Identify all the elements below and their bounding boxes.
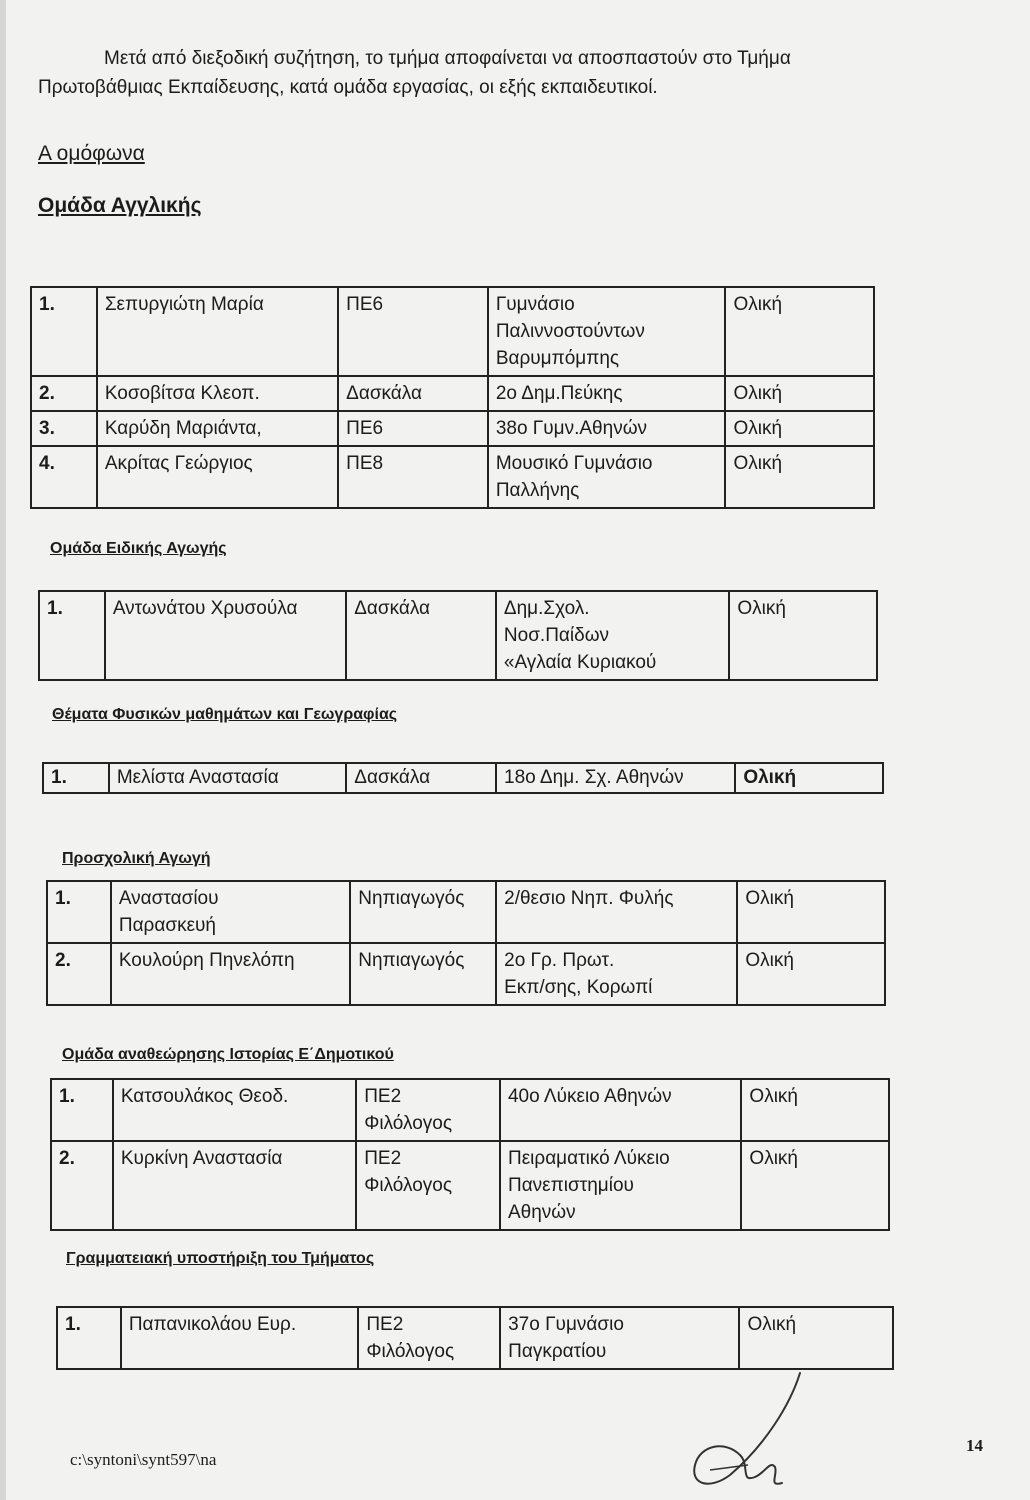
- special-ed-table: [38, 590, 878, 681]
- school-cell: [488, 446, 726, 508]
- school-cell: [500, 1141, 741, 1230]
- secretariat-heading: Γραμματειακή υποστήριξη του Τμήματος: [66, 1250, 375, 1267]
- teacher-specialty: [356, 1141, 500, 1230]
- secondment-status: Ολική: [737, 881, 885, 943]
- school-line: «Αγλαία Κυριακού: [503, 652, 657, 673]
- specialty-line: ΠΕ2: [364, 1086, 402, 1107]
- table-row: [31, 287, 874, 376]
- history-heading: Ομάδα αναθεώρησης Ιστορίας Ε΄Δημοτικού: [62, 1046, 394, 1063]
- school-line: Βαρυμπόμπης: [495, 348, 620, 369]
- teacher-name: [111, 881, 350, 943]
- school-line: 37ο Γυμνάσιο: [508, 1314, 624, 1335]
- teacher-name: Καρύδη Μαριάντα,: [97, 411, 338, 446]
- table-row: [43, 763, 883, 793]
- school-cell: [496, 591, 729, 680]
- handwritten-signature: [670, 1365, 820, 1495]
- scan-edge: [0, 0, 6, 1500]
- special-ed-heading: Ομάδα Ειδικής Αγωγής: [50, 540, 227, 557]
- school-line: Εκπ/σης, Κορωπί: [504, 977, 653, 998]
- specialty-line: Φιλόλογος: [366, 1341, 455, 1362]
- row-number: 1.: [47, 881, 111, 943]
- school-line: Νοσ.Παίδων: [503, 625, 610, 646]
- table-row: [31, 376, 874, 411]
- specialty-line: ΠΕ2: [366, 1314, 404, 1335]
- teacher-name: Παπανικολάου Ευρ.: [121, 1307, 358, 1369]
- science-heading: Θέματα Φυσικών μαθημάτων και Γεωγραφίας: [52, 706, 398, 723]
- secondment-status: Ολική: [739, 1307, 893, 1369]
- specialty-line: Φιλόλογος: [364, 1113, 452, 1134]
- teacher-name: Κουλούρη Πηνελόπη: [111, 943, 350, 1005]
- teacher-name: Σεπυργιώτη Μαρία: [97, 287, 338, 376]
- table-row: [31, 446, 874, 508]
- school-line: Μουσικό Γυμνάσιο: [495, 453, 653, 474]
- school-cell: 18ο Δημ. Σχ. Αθηνών: [496, 763, 735, 793]
- school-cell: [496, 943, 737, 1005]
- school-cell: [500, 1307, 739, 1369]
- teacher-specialty: Νηπιαγωγός: [350, 943, 496, 1005]
- teacher-name: Κατσουλάκος Θεοδ.: [113, 1079, 356, 1141]
- secondment-status: Ολική: [725, 446, 874, 508]
- table-row: [57, 1307, 893, 1369]
- page-number: 14: [966, 1436, 983, 1455]
- footer-file-path: c:\syntoni\synt597\na: [70, 1450, 217, 1469]
- teacher-specialty: Δασκάλα: [346, 591, 496, 680]
- school-line: Παγκρατίου: [508, 1341, 607, 1362]
- row-number: 2.: [47, 943, 111, 1005]
- school-cell: 2/θεσιο Νηπ. Φυλής: [496, 881, 737, 943]
- school-cell: 38ο Γυμν.Αθηνών: [488, 411, 726, 446]
- teacher-name: Κοσοβίτσα Κλεοπ.: [97, 376, 338, 411]
- teacher-name: Ακρίτας Γεώργιος: [97, 446, 338, 508]
- teacher-specialty: [358, 1307, 500, 1369]
- science-table: [42, 762, 884, 794]
- row-number: 1.: [31, 287, 97, 376]
- name-line: Αναστασίου: [118, 888, 219, 909]
- row-number: 1.: [51, 1079, 113, 1141]
- teacher-specialty: ΠΕ6: [338, 287, 488, 376]
- section-a-heading: Α ομόφωνα: [38, 142, 145, 165]
- preschool-heading: Προσχολική Αγωγή: [62, 850, 211, 867]
- school-cell: [488, 287, 726, 376]
- table-row: [47, 881, 885, 943]
- secondment-status: Ολική: [729, 591, 877, 680]
- teacher-specialty: Δασκάλα: [338, 376, 488, 411]
- school-line: Παλιννοστούντων: [495, 321, 645, 342]
- table-row: [47, 943, 885, 1005]
- secondment-status: Ολική: [735, 763, 883, 793]
- teacher-specialty: [356, 1079, 500, 1141]
- secondment-status: Ολική: [741, 1079, 889, 1141]
- table-row: [31, 411, 874, 446]
- specialty-line: ΠΕ2: [364, 1148, 402, 1169]
- english-table: [30, 286, 875, 509]
- school-line: Γυμνάσιο: [495, 294, 575, 315]
- teacher-name: Μελίστα Αναστασία: [109, 763, 346, 793]
- specialty-line: Φιλόλογος: [364, 1175, 452, 1196]
- row-number: 1.: [57, 1307, 121, 1369]
- teacher-name: Αντωνάτου Χρυσούλα: [105, 591, 346, 680]
- table-row: [39, 591, 877, 680]
- school-line: Πανεπιστημίου: [507, 1175, 634, 1196]
- secondment-status: Ολική: [741, 1141, 889, 1230]
- table-row: [51, 1141, 889, 1230]
- teacher-specialty: ΠΕ6: [338, 411, 488, 446]
- school-line: Πειραματικό Λύκειο: [507, 1148, 670, 1169]
- row-number: 2.: [31, 376, 97, 411]
- history-table: [50, 1078, 890, 1231]
- secretariat-table: [56, 1306, 894, 1370]
- row-number: 1.: [43, 763, 109, 793]
- school-cell: 2ο Δημ.Πεύκης: [488, 376, 726, 411]
- school-line: Δημ.Σχολ.: [503, 598, 590, 619]
- intro-line-2: Πρωτοβάθμιας Εκπαίδευσης, κατά ομάδα εργασίας, οι εξής εκπαιδευτικοί.: [38, 77, 658, 98]
- table-row: [51, 1079, 889, 1141]
- name-line: Παρασκευή: [118, 915, 216, 936]
- school-cell: 40ο Λύκειο Αθηνών: [500, 1079, 741, 1141]
- school-line: 2ο Γρ. Πρωτ.: [504, 950, 615, 971]
- teacher-specialty: Νηπιαγωγός: [350, 881, 496, 943]
- intro-line-1: Μετά από διεξοδική συζήτηση, το τμήμα αποφαίνεται να αποσπαστούν στο Τμήμα: [104, 48, 791, 69]
- row-number: 2.: [51, 1141, 113, 1230]
- row-number: 1.: [39, 591, 105, 680]
- row-number: 3.: [31, 411, 97, 446]
- row-number: 4.: [31, 446, 97, 508]
- secondment-status: Ολική: [737, 943, 885, 1005]
- school-line: Παλλήνης: [495, 480, 580, 501]
- secondment-status: Ολική: [725, 376, 874, 411]
- teacher-specialty: Δασκάλα: [346, 763, 496, 793]
- english-group-heading: Ομάδα Αγγλικής: [38, 194, 202, 217]
- school-line: Αθηνών: [507, 1202, 576, 1223]
- secondment-status: Ολική: [725, 411, 874, 446]
- preschool-table: [46, 880, 886, 1006]
- secondment-status: Ολική: [725, 287, 874, 376]
- teacher-specialty: ΠΕ8: [338, 446, 488, 508]
- intro-paragraph: [38, 44, 968, 102]
- teacher-name: Κυρκίνη Αναστασία: [113, 1141, 356, 1230]
